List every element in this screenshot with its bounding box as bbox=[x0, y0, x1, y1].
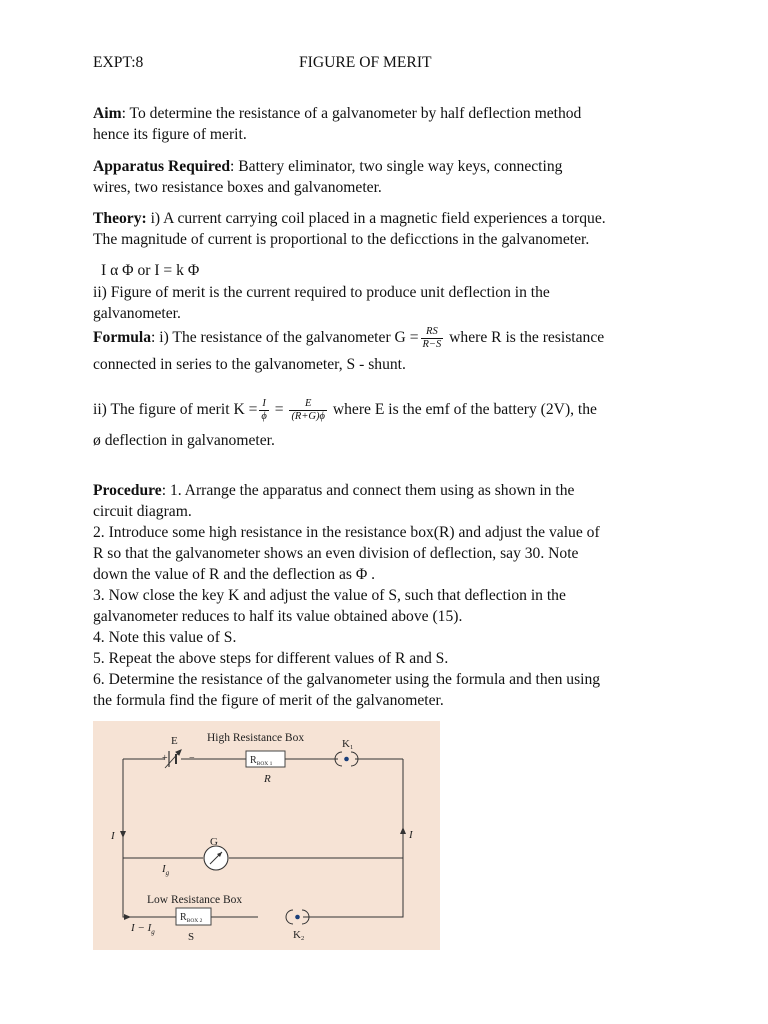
label-k1: K1 bbox=[342, 738, 354, 751]
label-i-right: I bbox=[409, 829, 413, 841]
label-low-resistance-box: Low Resistance Box bbox=[147, 894, 243, 906]
label-e: E bbox=[171, 735, 178, 747]
label-g: G bbox=[210, 836, 218, 848]
formula-i-line-2: connected in series to the galvanometer, S - shunt. bbox=[93, 356, 406, 373]
procedure-line: 6. Determine the resistance of the galvanometer using the formula and then using bbox=[93, 671, 601, 688]
formula-ii-equals: = bbox=[270, 401, 288, 418]
key-k1-icon bbox=[335, 752, 358, 766]
figure-of-merit-fraction-1 bbox=[259, 398, 268, 423]
formula-ii-post: where E is the emf of the battery (2V), the bbox=[328, 401, 597, 418]
label-minus: − bbox=[189, 753, 195, 764]
aim-label: Aim bbox=[93, 105, 122, 122]
label-i-minus-ig: $I - I_g$ bbox=[131, 922, 155, 936]
fraction-numerator: I bbox=[259, 398, 268, 411]
wire-right bbox=[303, 759, 403, 917]
procedure-line: R so that the galvanometer shows an even division of deflection, say 30. Note bbox=[93, 545, 579, 562]
theory-ii bbox=[93, 282, 693, 324]
formula-i-pre: : i) The resistance of the galvanometer G = bbox=[151, 329, 419, 346]
theory-text: i) A current carrying coil placed in a magnetic field experiences a torque. bbox=[146, 210, 606, 227]
procedure-line: circuit diagram. bbox=[93, 503, 192, 520]
label-rbox1: $R_{BOX 1}$ bbox=[250, 755, 273, 767]
formula-ii bbox=[93, 396, 693, 424]
label-high-resistance-box: High Resistance Box bbox=[207, 732, 305, 744]
experiment-number: EXPT:8 bbox=[93, 54, 144, 71]
procedure-line: 5. Repeat the above steps for different values of R and S. bbox=[93, 650, 449, 667]
procedure-line: 2. Introduce some high resistance in the resistance box(R) and adjust the value of bbox=[93, 524, 600, 541]
procedure-line: 4. Note this value of S. bbox=[93, 629, 237, 646]
fraction-numerator: E bbox=[289, 398, 327, 411]
theory-section bbox=[93, 208, 693, 250]
formula-ii-pre: ii) The figure of merit K = bbox=[93, 401, 258, 418]
aim-text: : To determine the resistance of a galvanometer by half deflection method bbox=[121, 105, 582, 122]
procedure-line: 3. Now close the key K and adjust the value of S, such that deflection in the bbox=[93, 587, 566, 604]
arrow-up-icon bbox=[400, 827, 406, 834]
aim-text-2: hence its figure of merit. bbox=[93, 126, 247, 143]
procedure-label: Procedure bbox=[93, 482, 162, 499]
theory-text-2: The magnitude of current is proportional to the deficctions in the galvanometer. bbox=[93, 231, 590, 248]
aim-section bbox=[93, 103, 693, 145]
label-r: R bbox=[264, 773, 271, 785]
label-s: S bbox=[188, 931, 195, 943]
label-plus: + bbox=[162, 753, 168, 764]
fraction-denominator: (R+G)ϕ bbox=[291, 410, 325, 422]
label-i-left: I bbox=[111, 830, 115, 842]
procedure-section bbox=[93, 480, 693, 711]
procedure-line: galvanometer reduces to half its value obtained above (15). bbox=[93, 608, 463, 625]
proportionality-relation: I α Φ or I = k Φ bbox=[101, 262, 200, 279]
formula-ii-line-2: ø deflection in galvanometer. bbox=[93, 432, 275, 449]
formula-label: Formula bbox=[93, 329, 152, 346]
circuit-svg bbox=[93, 721, 440, 950]
arrow-down-icon bbox=[120, 831, 126, 838]
procedure-line: down the value of R and the deflection as Φ . bbox=[93, 566, 376, 583]
galvanometer-resistance-fraction bbox=[421, 326, 444, 351]
fraction-denominator: R−S bbox=[422, 338, 442, 350]
formula-i bbox=[93, 324, 693, 352]
label-rbox2: $R_{BOX 2}$ bbox=[180, 912, 203, 924]
page-title: FIGURE OF MERIT bbox=[299, 54, 432, 71]
arrow-right-icon bbox=[124, 914, 131, 920]
galvanometer-icon bbox=[204, 846, 228, 870]
fraction-denominator: ϕ bbox=[261, 410, 267, 422]
theory-label: Theory: bbox=[93, 210, 147, 227]
theory-ii-text-2: galvanometer. bbox=[93, 305, 181, 322]
apparatus-label: Apparatus Required bbox=[93, 158, 231, 175]
fraction-numerator: RS bbox=[421, 326, 444, 339]
page-header bbox=[93, 52, 693, 74]
apparatus-text: : Battery eliminator, two single way keys, connecting bbox=[230, 158, 563, 175]
circuit-diagram bbox=[93, 721, 440, 950]
formula-i-post: where R is the resistance bbox=[445, 329, 605, 346]
apparatus-section bbox=[93, 156, 693, 198]
apparatus-text-2: wires, two resistance boxes and galvanometer. bbox=[93, 179, 382, 196]
theory-ii-text: ii) Figure of merit is the current required to produce unit deflection in the bbox=[93, 284, 550, 301]
label-k2: K2 bbox=[293, 929, 305, 942]
figure-of-merit-fraction-2 bbox=[289, 398, 327, 423]
procedure-line: : 1. Arrange the apparatus and connect them using as shown in the bbox=[161, 482, 575, 499]
procedure-line: the formula find the figure of merit of the galvanometer. bbox=[93, 692, 444, 709]
label-ig: $I_g$ bbox=[162, 863, 170, 877]
